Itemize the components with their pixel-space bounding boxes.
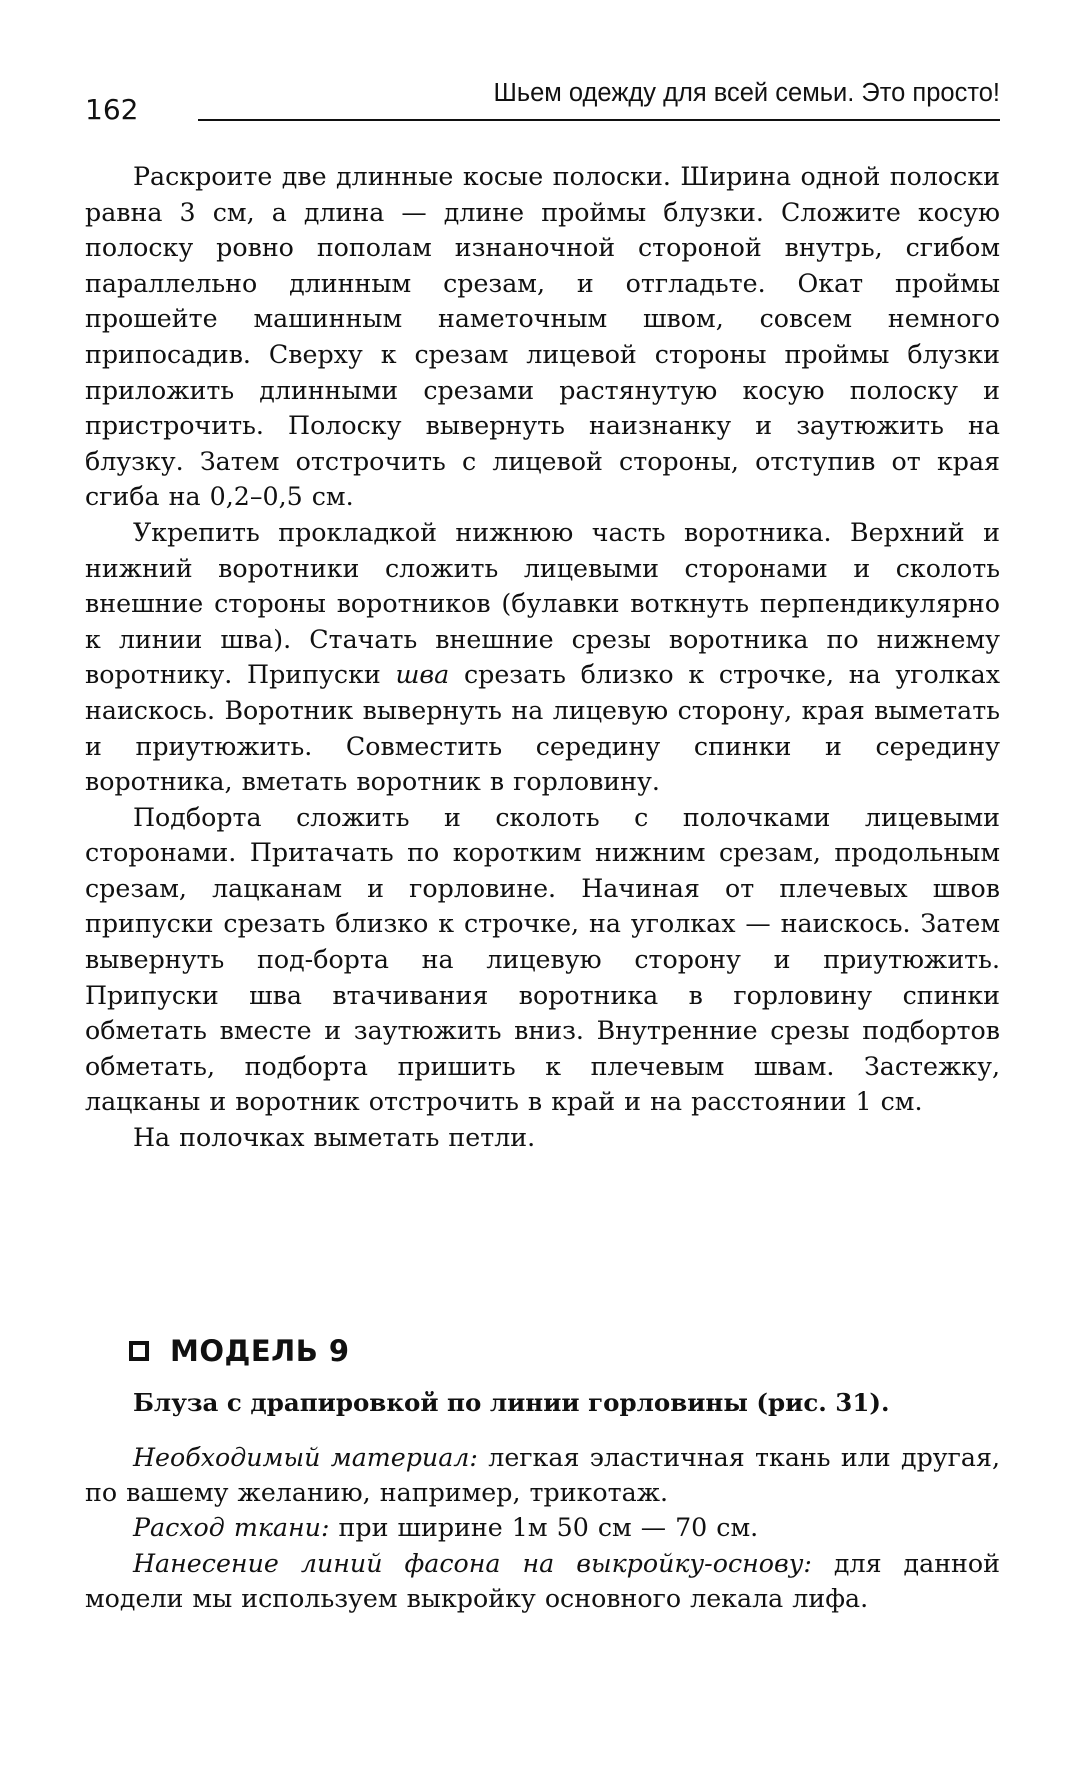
body-text	[85, 159, 1000, 1156]
style-lines-text: для данной модели мы используем выкройку основного лекала лифа.	[85, 1548, 1001, 1613]
collar-italic-word: шва	[395, 660, 450, 690]
running-head	[85, 64, 1000, 124]
header-rule	[198, 119, 1000, 121]
collar-text-part2: срезать близко к строчке, на уголках наискось. Воротник вывернуть на лицевую сторону, края выметать и приутюжить. Совместить середину спинки и середину воротника, вметать воротник в горловину.	[85, 660, 1000, 797]
fabric-consumption-paragraph	[85, 1510, 1000, 1545]
material-label: Необходимый материал:	[133, 1443, 478, 1472]
section-title: МОДЕЛЬ 9	[170, 1334, 350, 1368]
section-heading	[129, 1331, 350, 1371]
paragraph-collar	[85, 515, 1000, 800]
paragraph-buttonholes: На полочках выметать петли.	[133, 1123, 536, 1153]
paragraph-armhole-binding: Раскроите две длинные косые полоски. Ширина одной полоски равна 3 см, а длина — длине проймы блузки. Сложите косую полоску ровно пополам изнаночной стороной внутрь, сгибом параллельно длинным срезам, и отгладьте. Окат проймы прошейте машинным наметочным швом, совсем немного припосадив. Сверху к срезам лицевой стороны проймы блузки приложить длинными срезами растянутую косую полоску и пристрочить. Полоску вывернуть наизнанку и заутюжить на блузку. Затем отстрочить с лицевой стороны, отступив от края сгиба на 0,2–0,5 см.	[85, 162, 1000, 512]
material-text: легкая эластичная ткань или другая, по вашему желанию, например, трикотаж.	[85, 1443, 1000, 1508]
model-description	[85, 1440, 1000, 1616]
section-subtitle: Блуза с драпировкой по линии горловины (рис. 31).	[133, 1388, 890, 1417]
fabric-consumption-label: Расход ткани:	[133, 1513, 330, 1543]
fabric-consumption-text: при ширине 1м 50 см — 70 см.	[329, 1513, 759, 1543]
style-lines-paragraph	[85, 1546, 1000, 1616]
square-bullet-icon	[129, 1341, 149, 1361]
page-number: 162	[85, 93, 139, 126]
paragraph-facings: Подборта сложить и сколоть с полочками лицевыми сторонами. Притачать по коротким нижним срезам, продольным срезам, лацканам и горловине. Начиная от плечевых швов припуски срезать близко к строчке, на уголках — наискось. Затем вывернуть под-борта на лицевую сторону и приутюжить. Припуски шва втачивания воротника в горловину спинки обметать вместе и заутюжить вниз. Внутренние срезы подбортов обметать, подборта пришить к плечевым швам. Застежку, лацканы и воротник отстрочить в край и на расстоянии 1 см.	[85, 802, 1000, 1117]
collar-text-part1: Укрепить прокладкой нижнюю часть воротника. Верхний и нижний воротники сложить лицевыми сторонами и сколоть внешние стороны воротников (булавки воткнуть перпендикулярно к линии шва). Стачать внешние срезы воротника по нижнему воротнику. Припуски	[85, 517, 1000, 690]
style-lines-label: Нанесение линий фасона на выкройку-основу:	[133, 1548, 812, 1578]
material-paragraph	[85, 1440, 1000, 1510]
running-title: Шьем одежду для всей семьи. Это просто!	[493, 79, 1000, 107]
